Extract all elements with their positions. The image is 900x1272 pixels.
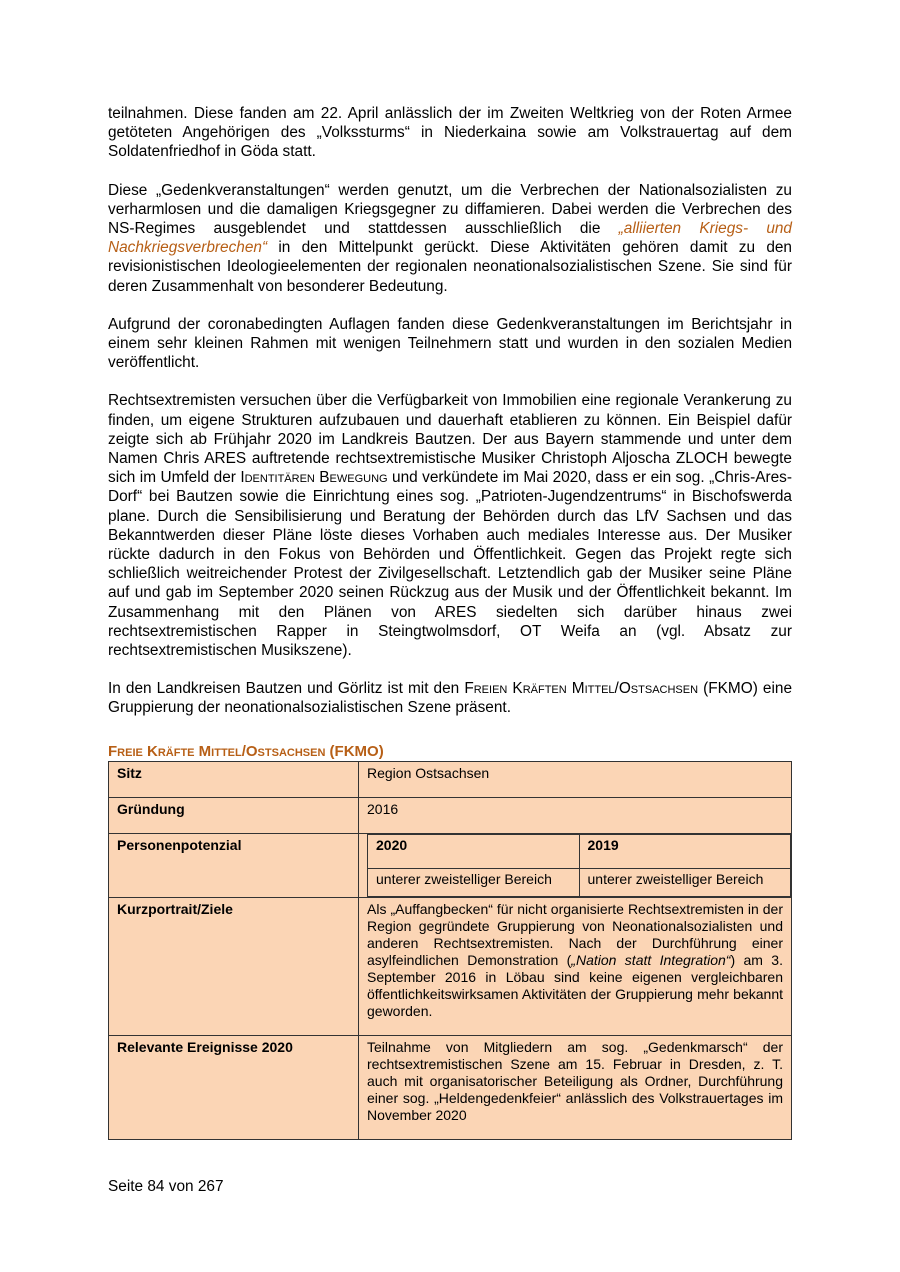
year-value: unterer zweistelliger Bereich bbox=[368, 868, 580, 896]
table-row bbox=[109, 761, 792, 797]
row-label: Relevante Ereignisse 2020 bbox=[109, 1035, 359, 1139]
row-label: Kurzportrait/Ziele bbox=[109, 897, 359, 1035]
row-value: 2016 bbox=[359, 797, 792, 833]
info-table bbox=[108, 761, 792, 1140]
personen-subtable bbox=[367, 834, 791, 897]
page-number: Seite 84 von 267 bbox=[108, 1178, 224, 1195]
highlighted-quote: „alliierten Kriegs- und Nachkriegsverbrechen“ bbox=[108, 220, 792, 257]
year-value: unterer zweistelliger Bereich bbox=[579, 868, 791, 896]
table-row bbox=[109, 1035, 792, 1139]
paragraph-5: In den Landkreisen Bautzen und Görlitz ist mit den Freien Kräften Mittel/Ostsachsen (FKMO) eine Gruppierung der neonationalsozialistischen Szene präsent. bbox=[108, 680, 793, 717]
table-row bbox=[109, 833, 792, 897]
quote-italic: „Nation statt Integration“ bbox=[571, 951, 731, 968]
document-page bbox=[108, 104, 792, 1140]
paragraph-2: Diese „Gedenkveranstaltungen“ werden genutzt, um die Verbrechen der Nationalsozialisten zu verharmlosen und die damaligen Kriegsgegner zu diffamieren. Dabei werden die Verbrechen des NS-Regimes ausgeblendet und stattdessen ausschließlich die „alliierten Kriegs- und Nachkriegsverbrechen“ in den Mittelpunkt gerückt. Diese Aktivitäten gehören damit zu den revisionistischen Ideologieelementen der regionalen neonationalsozialistischen Szene. Sie sind für deren Zusammenhalt von besonderer Bedeutung. bbox=[108, 181, 792, 295]
paragraph-4: Rechtsextremisten versuchen über die Verfügbarkeit von Immobilien eine regionale Verankerung zu finden, um eigene Strukturen aufzubauen und dauerhaft etablieren zu können. Ein Beispiel dafür zeigte sich ab Frühjahr 2020 im Landkreis Bautzen. Der aus Bayern stammende und unter dem Namen Chris ARES auftretende rechtsextremistische Musiker Christoph Aljoscha ZLOCH bewegte sich im Umfeld der Identitären Bewegung und verkündete im Mai 2020, dass er ein sog. „Chris-Ares-Dorf“ bei Bautzen sowie die Einrichtung eines sog. „Patrioten-Jugendzentrums“ in Bischofswerda plane. Durch die Sensibilisierung und Beratung der Behörden durch das LfV Sachsen und das Bekanntwerden dieser Pläne löste dieses Vorhaben auch mediales Interesse aus. Der Musiker rückte dadurch in den Fokus von Behörden und Öffentlichkeit. Gegen das Projekt regte sich schließlich weitreichender Protest der Zivilgesellschaft. Letztendlich gab der Musiker seine Pläne auf und gab im September 2020 seinen Rückzug aus der Musik und der Öffentlichkeit bekannt. Im Zusammenhang mit den Plänen von ARES siedelten sich darüber hinaus zwei rechtsextremistischen Rapper in Steingtwolmsdorf, OT Weifa an (vgl. Absatz zur rechtsextremistischen Musikszene). bbox=[108, 392, 793, 660]
table-row bbox=[109, 797, 792, 833]
row-value: Teilnahme von Mitgliedern am sog. „Gedenkmarsch“ der rechtsextremistischen Szene am 15. Februar in Dresden, z. T. auch mit organisatorischer Beteiligung als Ordner, Durchführung einer sog. „Heldengedenkfeier“ anlässlich des Volkstrauertages im November 2020 bbox=[359, 1035, 792, 1139]
row-label: Sitz bbox=[109, 761, 359, 797]
table-row bbox=[109, 897, 792, 1035]
year-header: 2019 bbox=[579, 834, 791, 868]
paragraph-3: Aufgrund der coronabedingten Auflagen fanden diese Gedenkveranstaltungen im Berichtsjahr in einem sehr kleinen Rahmen mit wenigen Teilnehmern statt und wurden in den sozialen Medien veröffentlicht. bbox=[108, 315, 792, 372]
year-header: 2020 bbox=[368, 834, 580, 868]
table-title: Freie Kräfte Mittel/Ostsachsen (FKMO) bbox=[108, 742, 384, 760]
row-value: Region Ostsachsen bbox=[359, 761, 792, 797]
row-value bbox=[359, 833, 792, 897]
row-label: Gründung bbox=[109, 797, 359, 833]
org-name: Freien Kräften Mittel/Ostsachsen bbox=[464, 680, 699, 698]
paragraph-1: teilnahmen. Diese fanden am 22. April anlässlich der im Zweiten Weltkrieg von der Roten Armee getöteten Angehörigen des „Volkssturms“ in Niederkaina sowie am Volkstrauertag auf dem Soldatenfriedhof in Göda statt. bbox=[108, 105, 792, 161]
org-name: Identitären Bewegung bbox=[240, 469, 388, 487]
row-value: Als „Auffangbecken“ für nicht organisierte Rechtsextremisten in der Region gegründete Gruppierung von Neonationalsozialisten und anderen Rechtsextremisten. Nach der Durchführung einer asylfeindlichen Demonstration („Nation statt Integration“) am 3. September 2016 in Löbau sind keine eigenen vergleichbaren öffentlichkeitswirksamen Aktivitäten der Gruppierung mehr bekannt geworden. bbox=[359, 897, 792, 1035]
row-label: Personenpotenzial bbox=[109, 833, 359, 897]
